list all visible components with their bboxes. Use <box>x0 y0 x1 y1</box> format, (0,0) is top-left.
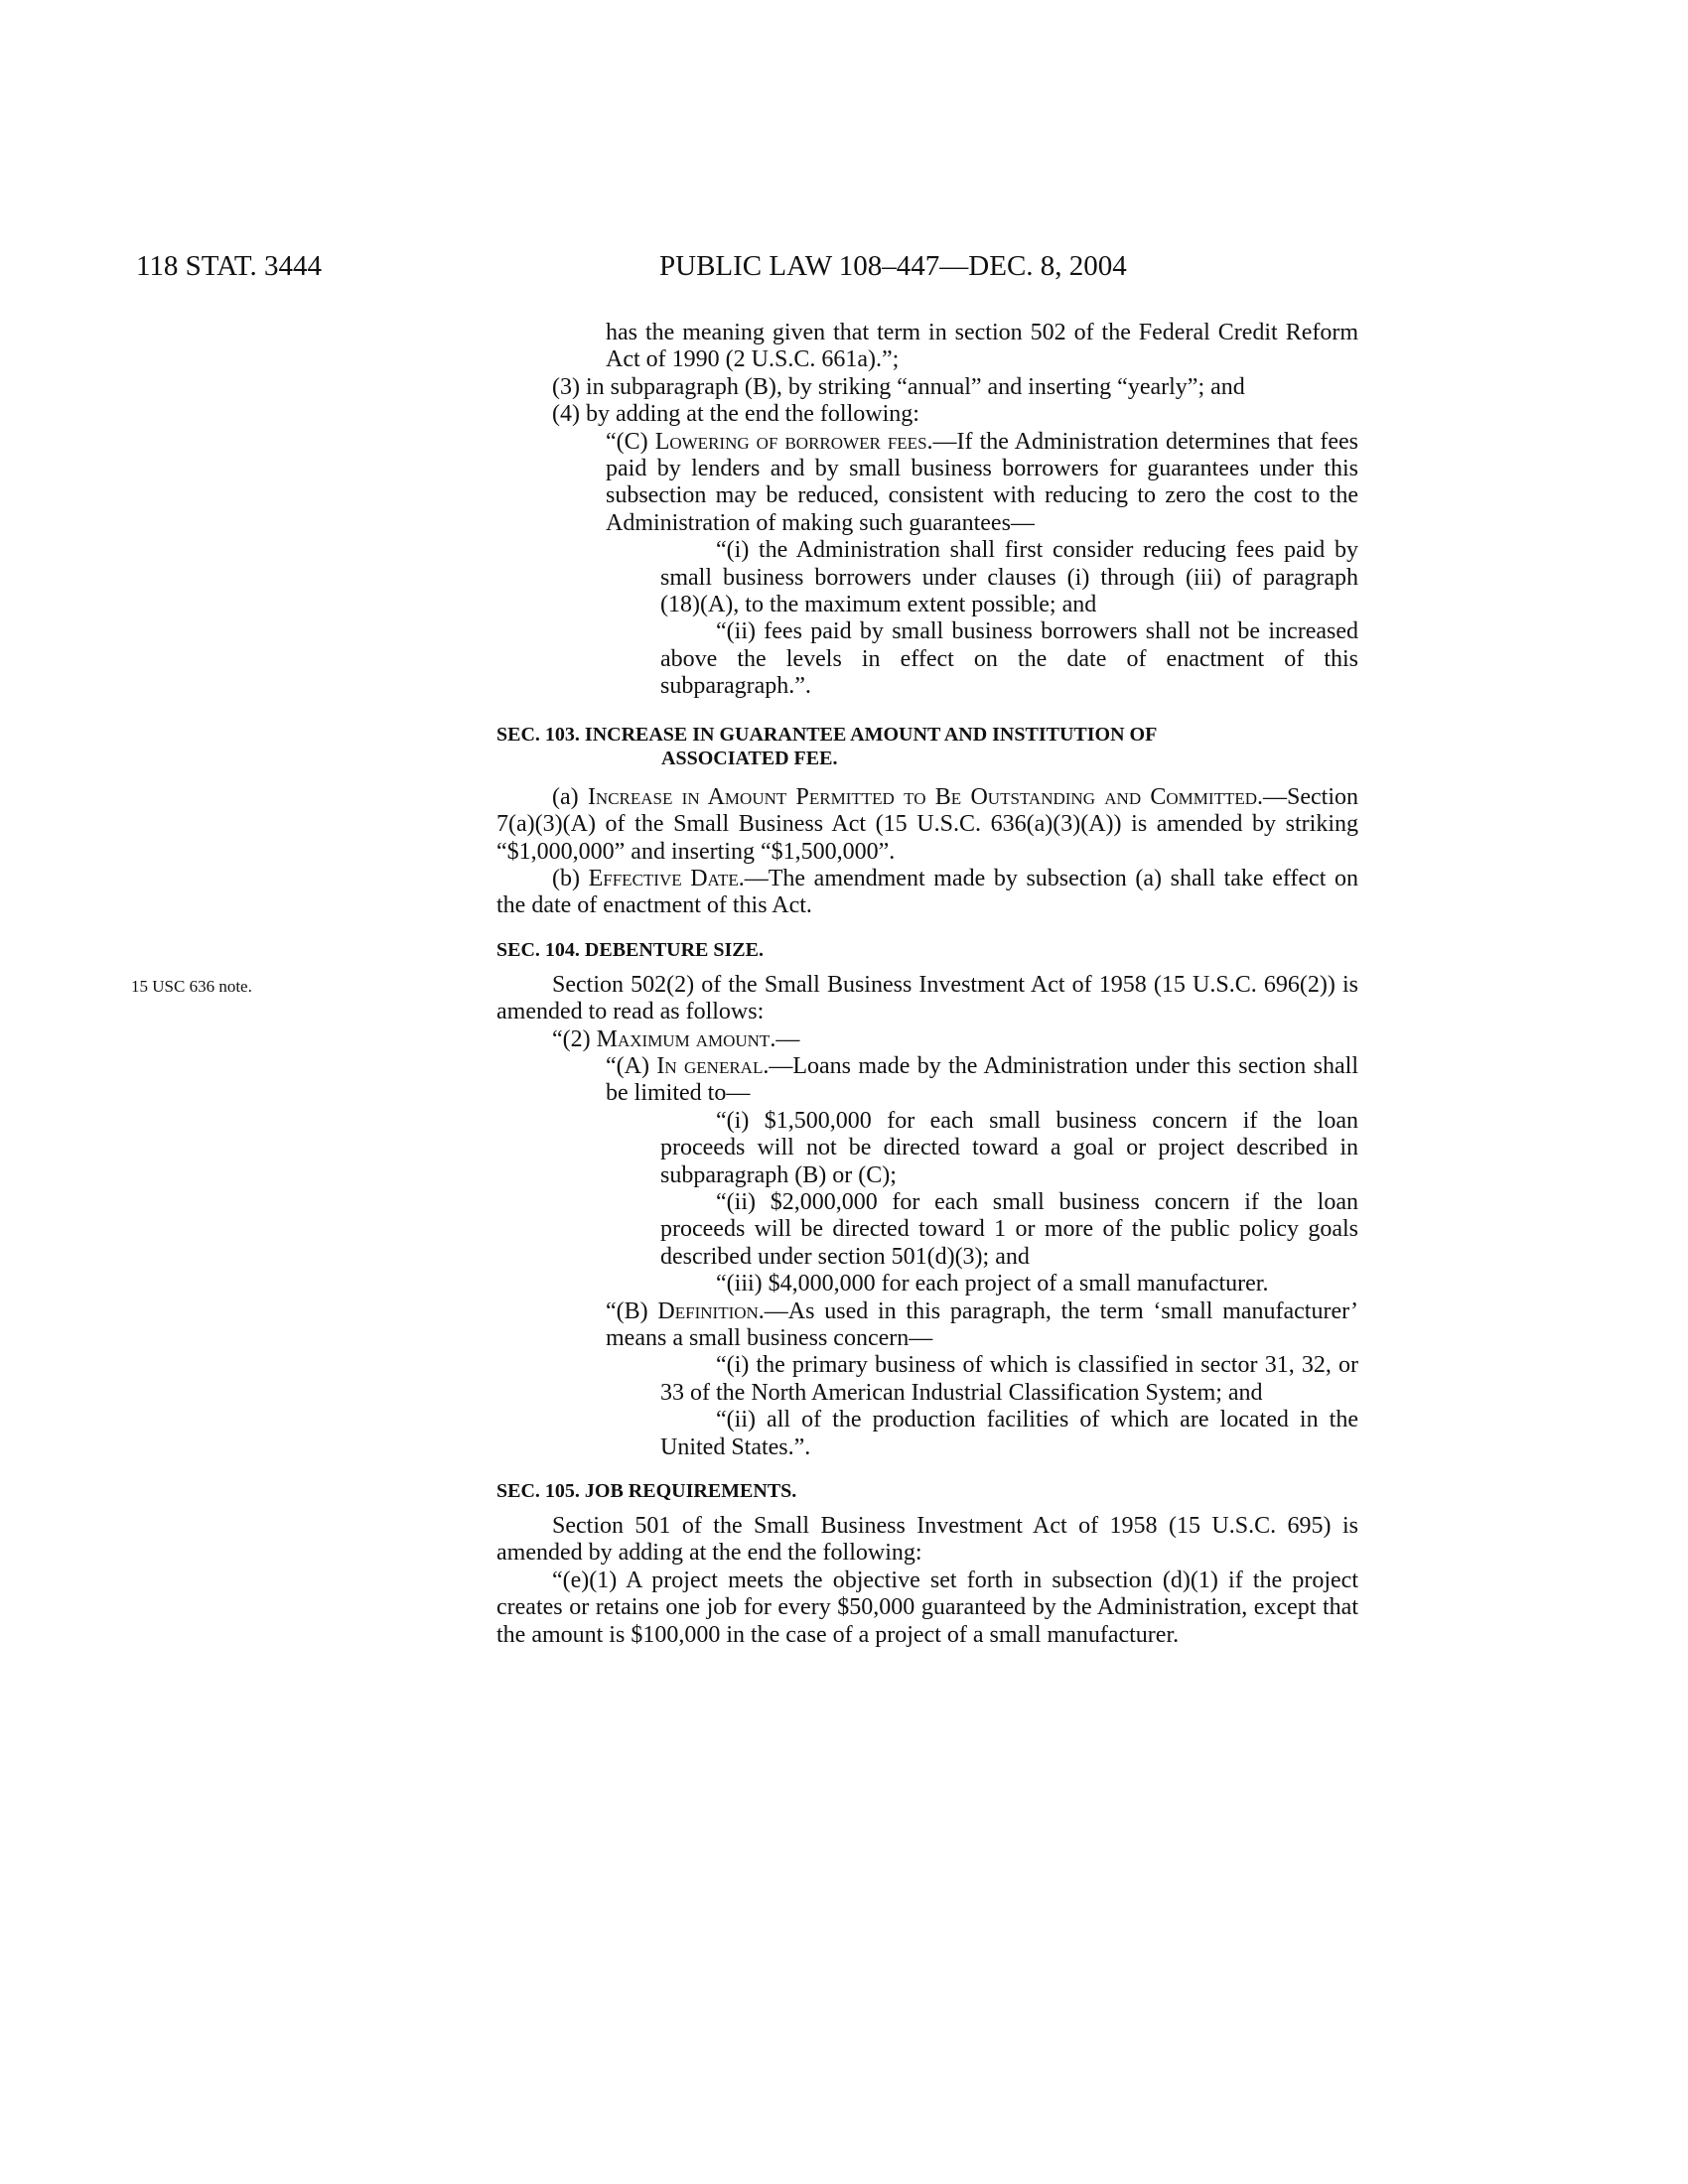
text: “(A) <box>606 1052 657 1079</box>
section-heading-103 <box>496 723 1358 770</box>
subparagraph-c <box>496 429 1358 538</box>
section-105-intro <box>496 1513 1358 1568</box>
text: (b) <box>552 865 589 891</box>
text: “(ii) $2,000,000 for each small business concern if the loan proceeds will be directed toward 1 or more of the public policy goals described under section 501(d)(3); and <box>660 1188 1358 1270</box>
text: .—The amendment made by subsection (a) shall take effect on the date of enactment of this Act. <box>496 865 1359 919</box>
text: “(B) <box>606 1297 658 1324</box>
clause-i <box>496 1352 1358 1407</box>
text: (a) <box>552 783 588 810</box>
paragraph-heading: Maximum amount <box>596 1025 771 1052</box>
clause-ii <box>496 1407 1358 1461</box>
clause-ii <box>496 1189 1358 1271</box>
subsection-heading: Increase in Amount Permitted to Be Outstanding and Committed <box>587 783 1257 810</box>
subparagraph-b <box>496 1298 1358 1353</box>
section-104-intro <box>496 972 1358 1026</box>
text: .—Loans made by the Administration under this section shall be limited to— <box>606 1052 1359 1107</box>
paragraph-continuation <box>496 320 1358 374</box>
text: .— <box>770 1025 800 1052</box>
heading-line: SEC. 105. JOB REQUIREMENTS. <box>496 1480 797 1503</box>
text: .—Section 7(a)(3)(A) of the Small Business Act (15 U.S.C. 636(a)(3)(A)) is amended by striking “$1,000,000” and inserting “$1,500,000”. <box>496 783 1358 865</box>
text: “(e)(1) A project meets the objective set forth in subsection (d)(1) if the project creates or retains one job for every $50,000 guaranteed by the Administration, except that the amount is $100,000 in the case of a project of a small manufacturer. <box>496 1567 1358 1648</box>
subsection-e <box>496 1568 1358 1649</box>
subsection-a <box>496 784 1358 866</box>
clause-i <box>496 1108 1358 1189</box>
subparagraph-heading: Lowering of borrower fees <box>654 428 927 455</box>
text: “(C) <box>606 428 655 455</box>
text: .—If the Administration determines that fees paid by lenders and by small business borrowers for guarantees under this subsection may be reduced, consistent with reducing to zero the cost to the Administration of making such guarantees— <box>606 428 1358 536</box>
subparagraph-heading: Definition <box>657 1297 759 1324</box>
text: “(2) <box>552 1025 597 1052</box>
text: “(iii) $4,000,000 for each project of a small manufacturer. <box>716 1271 1269 1297</box>
subparagraph-heading: In general <box>656 1052 764 1079</box>
text: “(i) the primary business of which is classified in sector 31, 32, or 33 of the North American Industrial Classification System; and <box>660 1352 1358 1406</box>
text: (4) by adding at the end the following: <box>552 401 919 428</box>
section-heading-104 <box>496 938 1358 962</box>
text: (3) in subparagraph (B), by striking “annual” and inserting “yearly”; and <box>552 373 1245 400</box>
text: “(i) $1,500,000 for each small business concern if the loan proceeds will not be directed toward a goal or project described in subparagraph (B) or (C); <box>660 1107 1358 1188</box>
text: Section 502(2) of the Small Business Investment Act of 1958 (15 U.S.C. 696(2)) is amended to read as follows: <box>496 971 1358 1025</box>
paragraph-item-4 <box>496 401 1358 428</box>
heading-line: SEC. 104. DEBENTURE SIZE. <box>496 938 764 961</box>
paragraph-2 <box>496 1026 1358 1053</box>
text: “(ii) all of the production facilities of which are located in the United States.”. <box>660 1407 1358 1460</box>
page-header-stat: 118 STAT. 3444 <box>136 250 322 282</box>
text: “(i) the Administration shall first consider reducing fees paid by small business borrowers under clauses (i) through (iii) of paragraph (18)(A), to the maximum extent possible; and <box>660 537 1358 618</box>
clause-iii <box>496 1271 1358 1297</box>
text: Section 501 of the Small Business Investment Act of 1958 (15 U.S.C. 695) is amended by adding at the end the following: <box>496 1513 1358 1567</box>
text: has the meaning given that term in section 502 of the Federal Credit Reform Act of 1990 (2 U.S.C. 661a).”; <box>606 320 1358 373</box>
page-header-title: PUBLIC LAW 108–447—DEC. 8, 2004 <box>659 250 1127 282</box>
heading-line: ASSOCIATED FEE. <box>661 747 838 769</box>
document-body <box>496 320 1358 1649</box>
text: “(ii) fees paid by small business borrowers shall not be increased above the levels in effect on the date of enactment of this subparagraph.”. <box>660 618 1358 700</box>
subsection-heading: Effective Date <box>588 865 739 891</box>
section-heading-105 <box>496 1479 1358 1503</box>
subsection-b <box>496 866 1358 920</box>
paragraph-item-3 <box>496 374 1358 401</box>
clause-ii <box>496 618 1358 700</box>
text: .—As used in this paragraph, the term ‘small manufacturer’ means a small business concern— <box>606 1297 1358 1351</box>
margin-note: 15 USC 636 note. <box>131 977 252 996</box>
clause-i <box>496 537 1358 618</box>
subparagraph-a <box>496 1053 1358 1108</box>
heading-line: SEC. 103. INCREASE IN GUARANTEE AMOUNT AND INSTITUTION OF <box>496 723 1158 746</box>
